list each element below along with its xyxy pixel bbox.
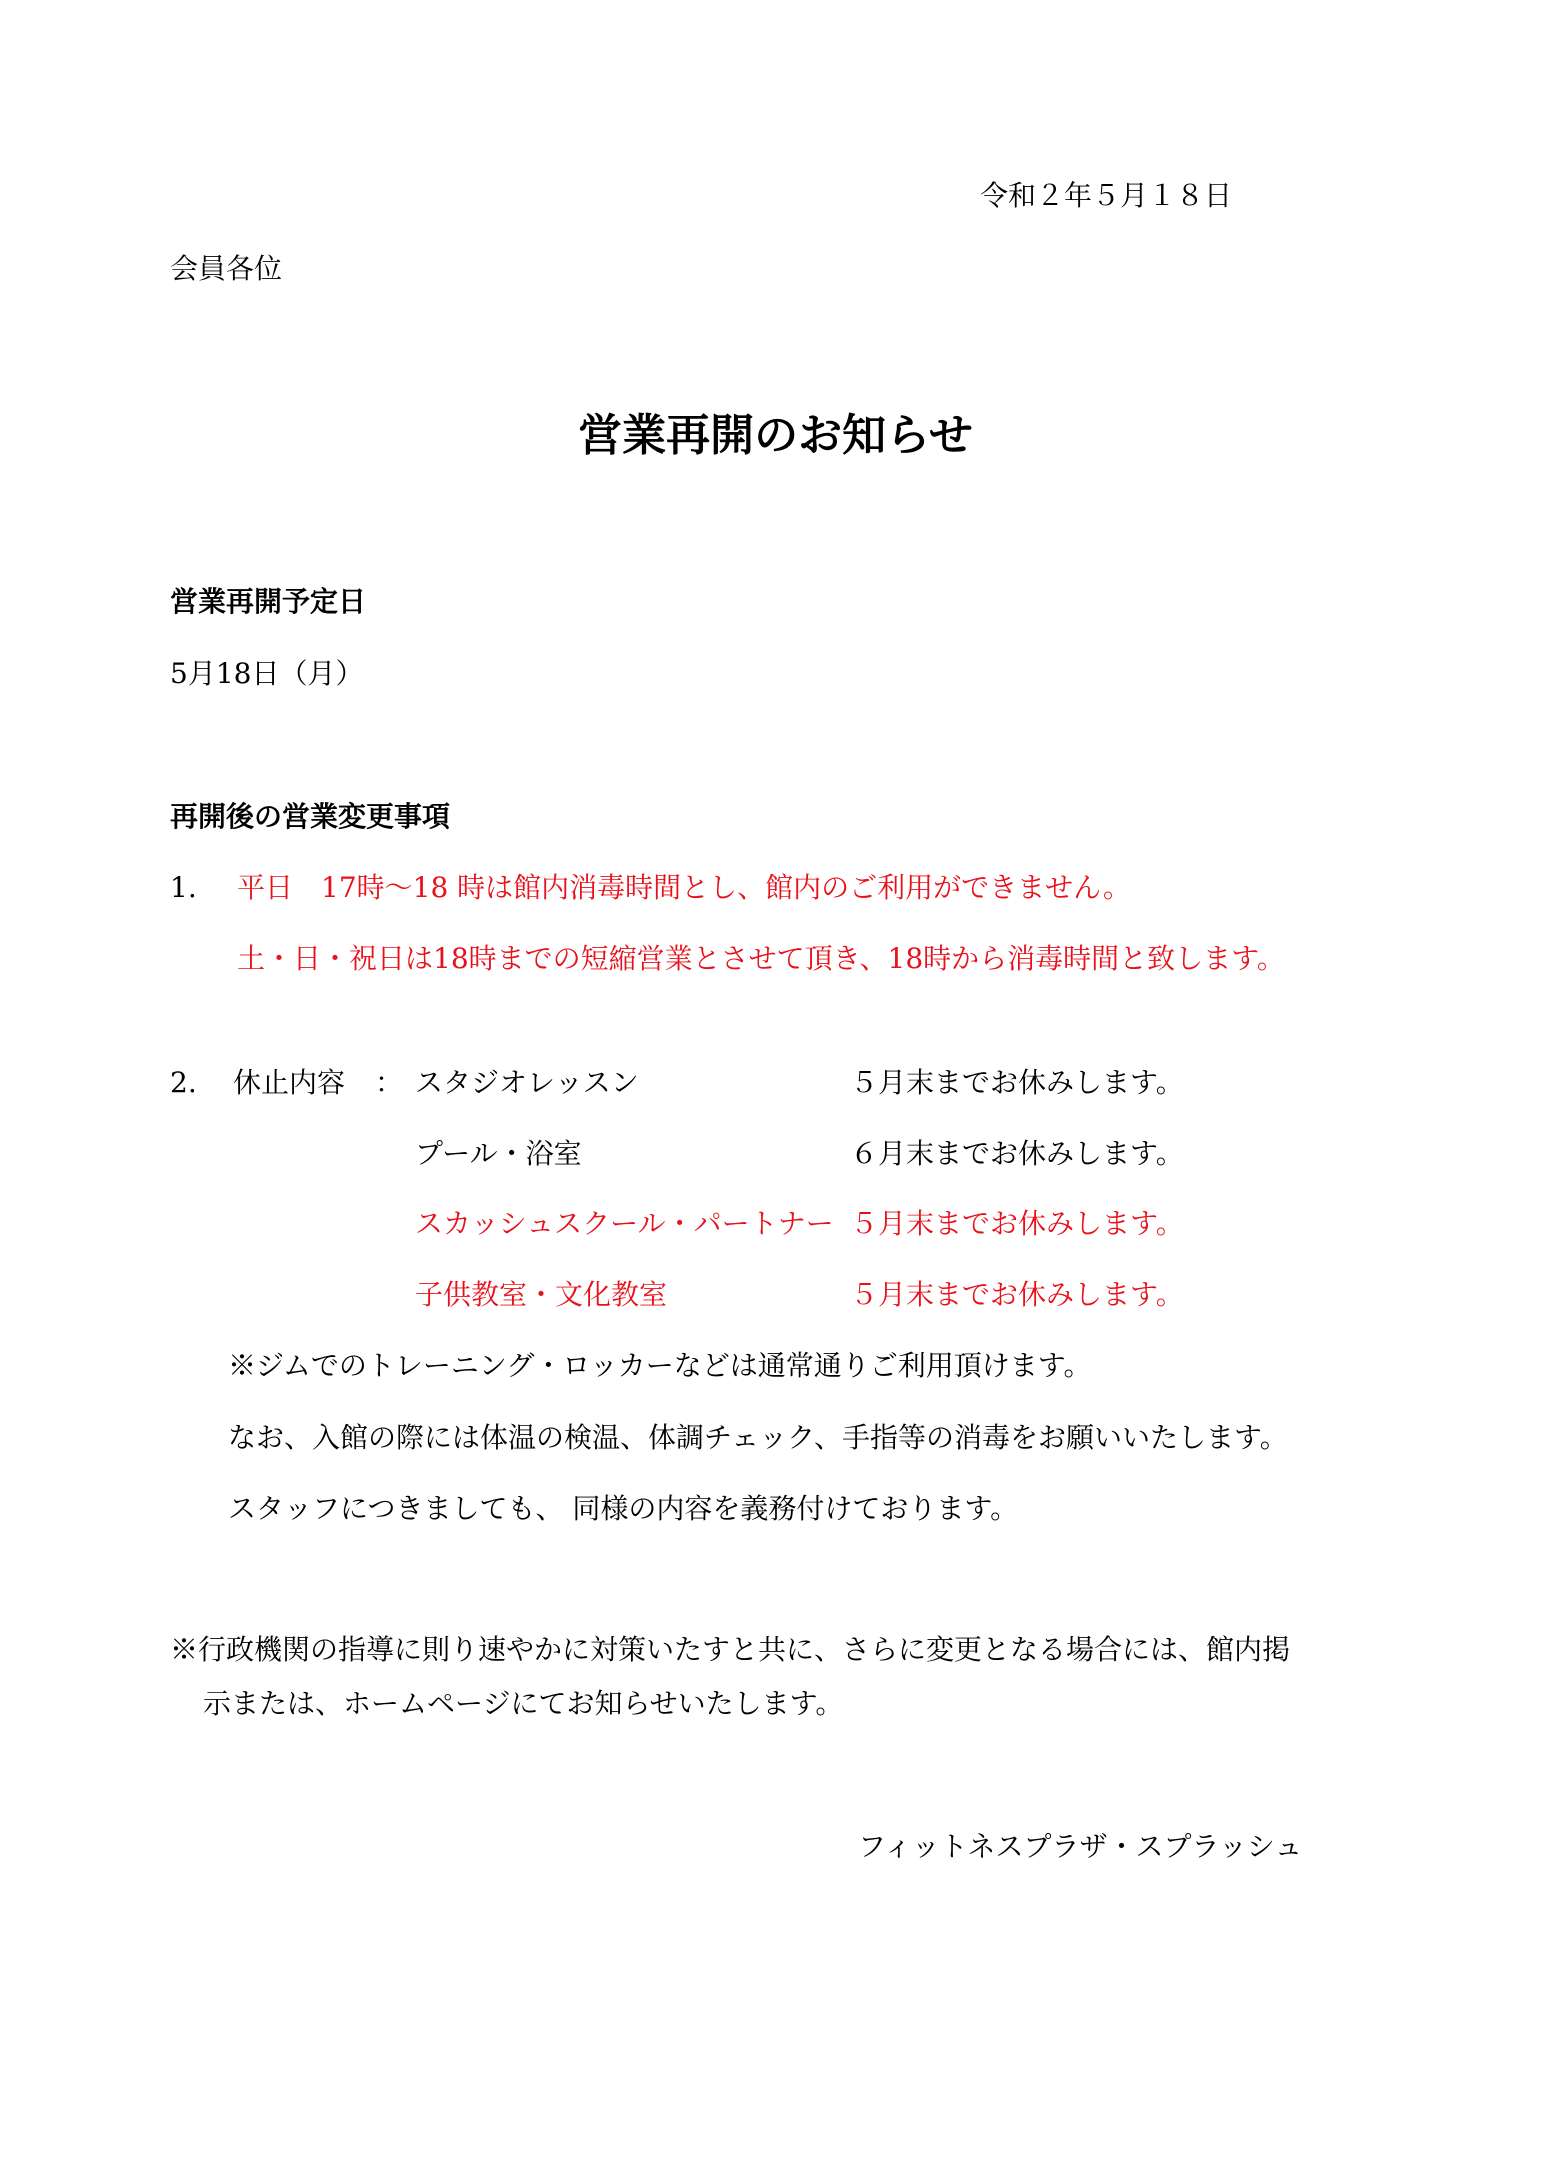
item2-number: 2.	[170, 1066, 197, 1099]
suspended-service-name: スタジオレッスン	[415, 1066, 639, 1099]
reopen-date: 5月18日（月）	[170, 657, 364, 690]
item1-number: 1.	[170, 871, 197, 904]
document-date: 令和２年５月１８日	[980, 179, 1233, 212]
recipient: 会員各位	[170, 252, 283, 285]
item2-colon: ：	[375, 1066, 404, 1099]
suspended-service-status: ５月末までお休みします。	[850, 1207, 1184, 1240]
footnote-line1: ※行政機関の指導に則り速やかに対策いたすと共に、さらに変更となる場合には、館内掲	[170, 1633, 1291, 1666]
footnote-line2: 示または、ホームページにてお知らせいたします。	[203, 1687, 844, 1720]
suspended-service-name: プール・浴室	[415, 1137, 582, 1170]
note-staff: スタッフにつきましても、 同様の内容を義務付けております。	[228, 1492, 1019, 1525]
note-entry-check: なお、入館の際には体温の検温、体調チェック、手指等の消毒をお願いいたします。	[228, 1421, 1288, 1454]
changes-heading: 再開後の営業変更事項	[170, 800, 451, 833]
suspended-service-name: スカッシュスクール・パートナー	[415, 1207, 834, 1240]
signature: フィットネスプラザ・スプラッシュ	[858, 1830, 1303, 1863]
suspended-service-name: 子供教室・文化教室	[415, 1278, 668, 1311]
reopen-heading: 営業再開予定日	[170, 585, 367, 618]
item1-line2: 土・日・祝日は18時までの短縮営業とさせて頂き、18時から消毒時間と致します。	[237, 942, 1285, 975]
suspended-service-status: ６月末までお休みします。	[850, 1137, 1184, 1170]
page-title: 営業再開のお知らせ	[578, 410, 973, 461]
note-gym: ※ジムでのトレーニング・ロッカーなどは通常通りご利用頂けます。	[228, 1349, 1092, 1382]
item1-line1: 平日 17時～18 時は館内消毒時間とし、館内のご利用ができません。	[237, 871, 1131, 904]
suspended-service-status: ５月末までお休みします。	[850, 1278, 1184, 1311]
suspended-service-status: ５月末までお休みします。	[850, 1066, 1184, 1099]
item2-label: 休止内容	[233, 1066, 346, 1099]
